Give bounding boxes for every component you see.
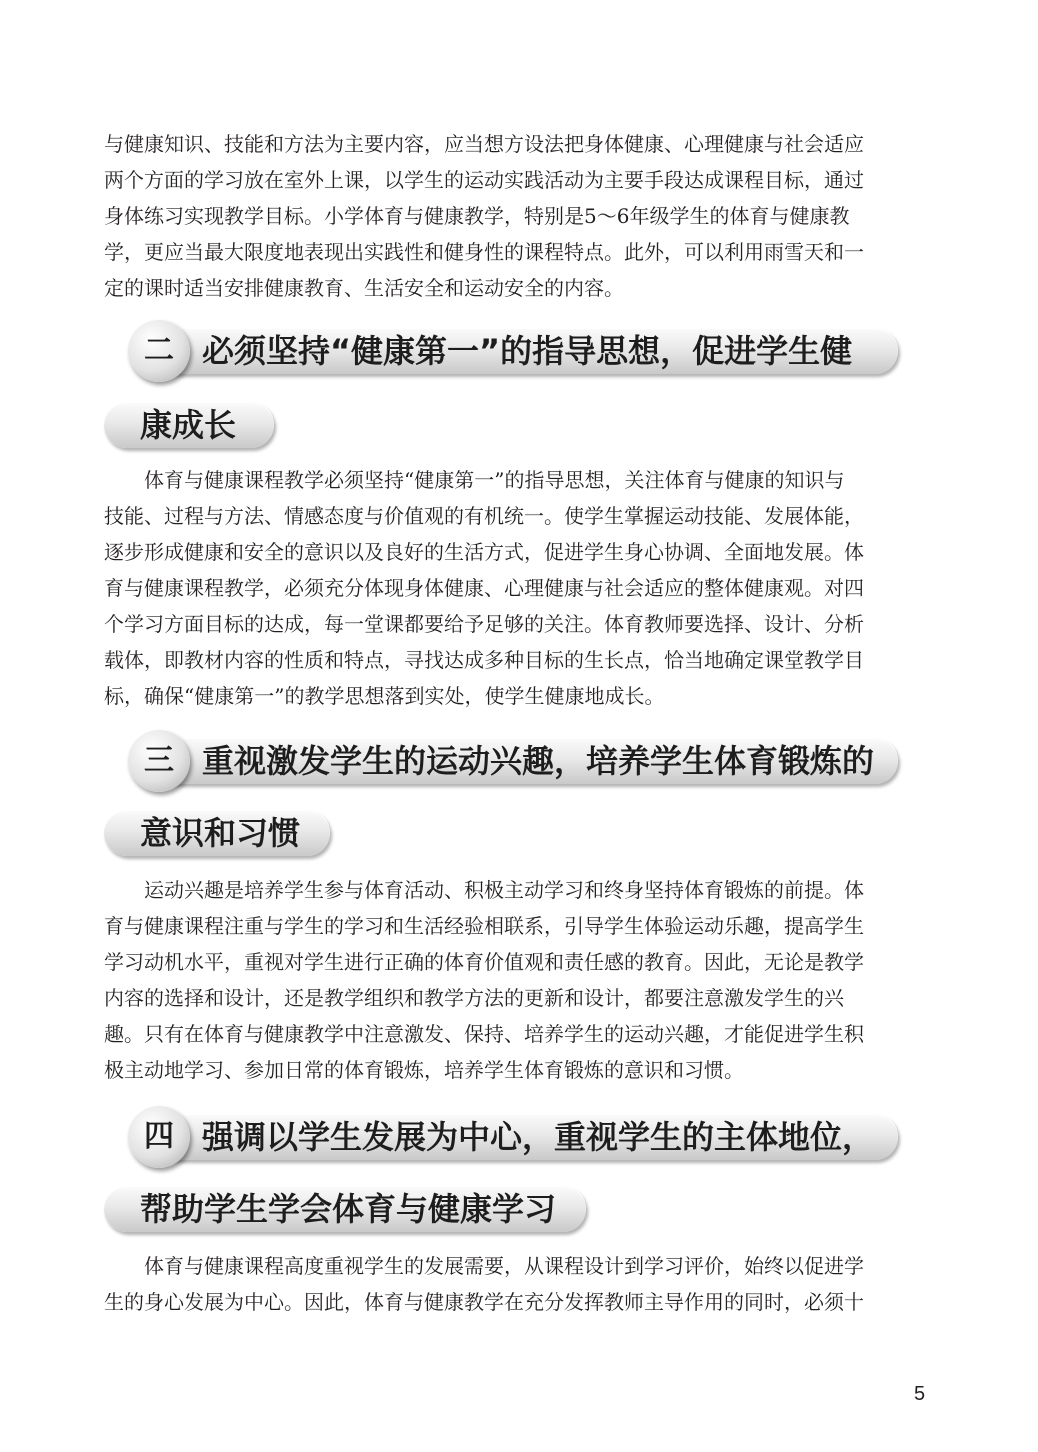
- paragraph-line: 与健康知识、技能和方法为主要内容，应当想方设法把身体健康、心理健康与社会适应: [104, 132, 864, 156]
- paragraph-line: 学习动机水平，重视对学生进行正确的体育价值观和责任感的教育。因此，无论是教学: [104, 950, 864, 974]
- paragraph-line: 技能、过程与方法、情感态度与价值观的有机统一。使学生掌握运动技能、发展体能，: [104, 504, 864, 528]
- paragraph-line: 定的课时适当安排健康教育、生活安全和运动安全的内容。: [104, 276, 624, 300]
- section-number-badge: 二: [128, 320, 190, 382]
- section-heading-line2: 意识和习惯: [140, 814, 301, 852]
- paragraph-line: 载体，即教材内容的性质和特点，寻找达成多种目标的生长点，恰当地确定课堂教学目: [104, 648, 864, 672]
- paragraph-line: 体育与健康课程教学必须坚持“健康第一”的指导思想，关注体育与健康的知识与: [144, 468, 845, 492]
- paragraph-line: 极主动地学习、参加日常的体育锻炼，培养学生体育锻炼的意识和习惯。: [104, 1058, 744, 1082]
- paragraph-line: 育与健康课程教学，必须充分体现身体健康、心理健康与社会适应的整体健康观。对四: [104, 576, 864, 600]
- paragraph-line: 内容的选择和设计，还是教学组织和教学方法的更新和设计，都要注意激发学生的兴: [104, 986, 844, 1010]
- paragraph-line: 体育与健康课程高度重视学生的发展需要，从课程设计到学习评价，始终以促进学: [144, 1254, 864, 1278]
- section-heading-line1: 必须坚持“健康第一”的指导思想，促进学生健: [202, 332, 853, 370]
- paragraph-line: 生的身心发展为中心。因此，体育与健康教学在充分发挥教师主导作用的同时，必须十: [104, 1290, 864, 1314]
- paragraph-line: 身体练习实现教学目标。小学体育与健康教学，特别是5～6年级学生的体育与健康教: [104, 204, 850, 228]
- section-number-badge: 三: [128, 730, 190, 792]
- paragraph-line: 学，更应当最大限度地表现出实践性和健身性的课程特点。此外，可以利用雨雪天和一: [104, 240, 864, 264]
- paragraph-line: 个学习方面目标的达成，每一堂课都要给予足够的关注。体育教师要选择、设计、分析: [104, 612, 864, 636]
- paragraph-line: 逐步形成健康和安全的意识以及良好的生活方式，促进学生身心协调、全面地发展。体: [104, 540, 864, 564]
- section-4-body: [104, 1248, 920, 1320]
- section-heading-line2: 帮助学生学会体育与健康学习: [140, 1190, 557, 1228]
- section-heading-line1: 强调以学生发展为中心，重视学生的主体地位，: [202, 1118, 875, 1156]
- paragraph-line: 标，确保“健康第一”的教学思想落到实处，使学生健康地成长。: [104, 684, 665, 708]
- paragraph-line: 趣。只有在体育与健康教学中注意激发、保持、培养学生的运动兴趣，才能促进学生积: [104, 1022, 864, 1046]
- section-number-badge: 四: [128, 1106, 190, 1168]
- section-heading-line2: 康成长: [140, 406, 237, 444]
- section-3-body: [104, 872, 920, 1088]
- paragraph-line: 运动兴趣是培养学生参与体育活动、积极主动学习和终身坚持体育锻炼的前提。体: [144, 878, 864, 902]
- paragraph-line: 两个方面的学习放在室外上课，以学生的运动实践活动为主要手段达成课程目标，通过: [104, 168, 864, 192]
- paragraph-line: 育与健康课程注重与学生的学习和生活经验相联系，引导学生体验运动乐趣，提高学生: [104, 914, 864, 938]
- section-2-body: [104, 462, 920, 714]
- intro-paragraph: [104, 126, 920, 306]
- page-number: 5: [914, 1383, 926, 1405]
- section-heading-line1: 重视激发学生的运动兴趣，培养学生体育锻炼的: [202, 742, 875, 780]
